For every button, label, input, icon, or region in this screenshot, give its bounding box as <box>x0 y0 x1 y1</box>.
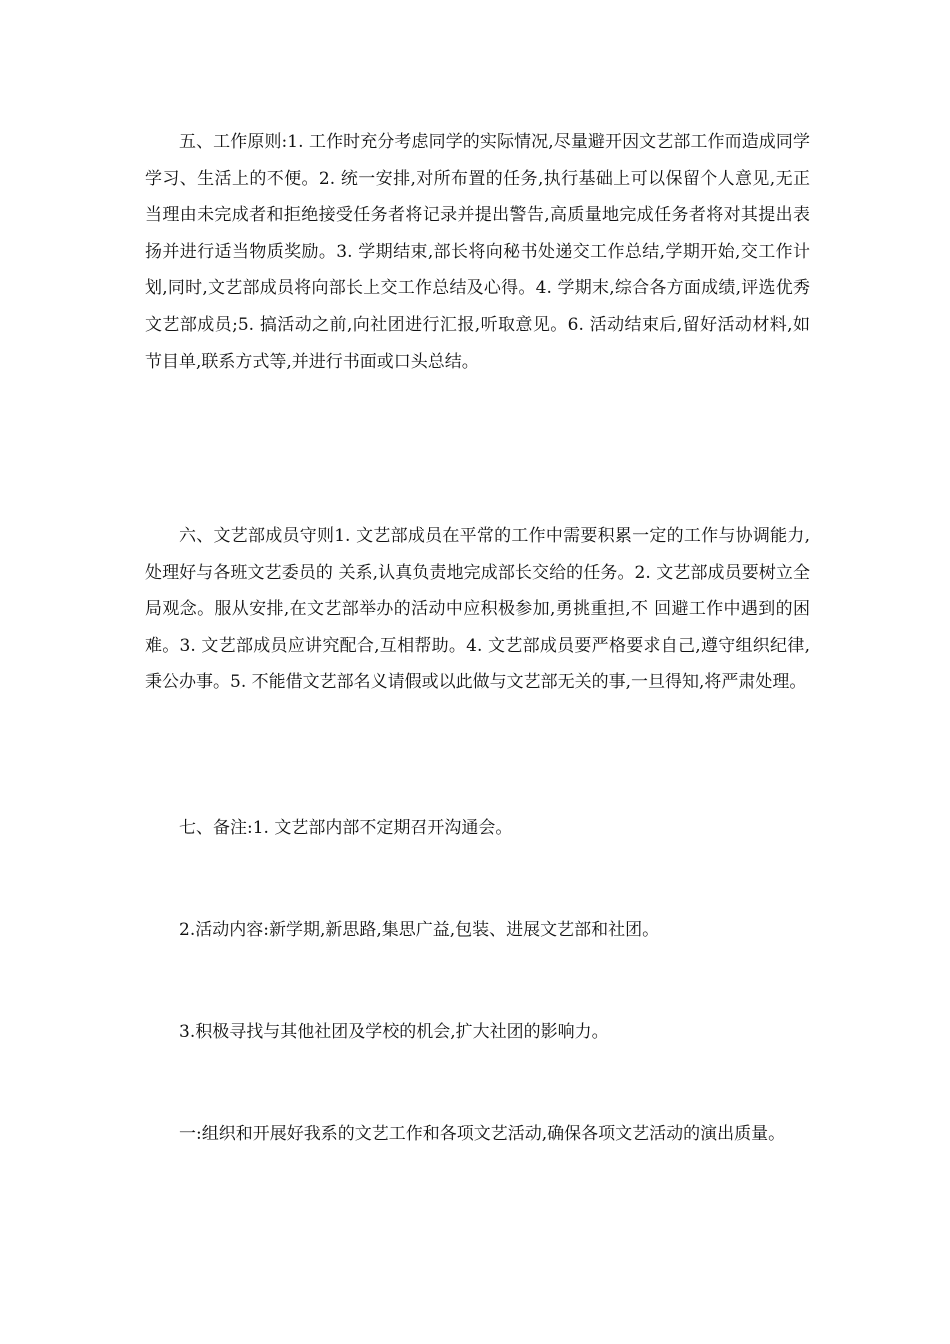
paragraph-seek-opportunities: 3.积极寻找与其他社团及学校的机会,扩大社团的影响力。 <box>179 1022 609 1042</box>
paragraph-member-rules: 六、文艺部成员守则1. 文艺部成员在平常的工作中需要积累一定的工作与协调能力,处理好与各班文艺委员的 关系,认真负责地完成部长交给的任务。2. 文艺部成员要树立全局观念。服从安排,在文艺部举办的活动中应积极参加,勇挑重担,不 回避工作中遇到的困难。3. 文艺部成员应讲究配合,互相帮助。4. 文艺部成员要严格要求自己,遵守组织纪律,秉公办事。5. 不能借文艺部名义请假或以此做与文艺部无关的事,一旦得知,将严肃处理。 <box>145 526 810 693</box>
paragraph-organize-activities: 一:组织和开展好我系的文艺工作和各项文艺活动,确保各项文艺活动的演出质量。 <box>179 1124 786 1144</box>
paragraph-work-principles: 五、工作原则:1. 工作时充分考虑同学的实际情况,尽量避开因文艺部工作而造成同学学习、生活上的不便。2. 统一安排,对所布置的任务,执行基础上可以保留个人意见,无正当理由未完成者和拒绝接受任务者将记录并提出警告,高质量地完成任务者将对其提出表扬并进行适当物质奖励。3. 学期结束,部长将向秘书处递交工作总结,学期开始,交工作计划,同时,文艺部成员将向部长上交工作总结及心得。4. 学期末,综合各方面成绩,评选优秀文艺部成员;5. 搞活动之前,向社团进行汇报,听取意见。6. 活动结束后,留好活动材料,如节目单,联系方式等,并进行书面或口头总结。 <box>145 132 810 372</box>
paragraph-notes: 七、备注:1. 文艺部内部不定期召开沟通会。 <box>179 818 513 838</box>
paragraph-activity-content: 2.活动内容:新学期,新思路,集思广益,包装、进展文艺部和社团。 <box>179 920 660 940</box>
